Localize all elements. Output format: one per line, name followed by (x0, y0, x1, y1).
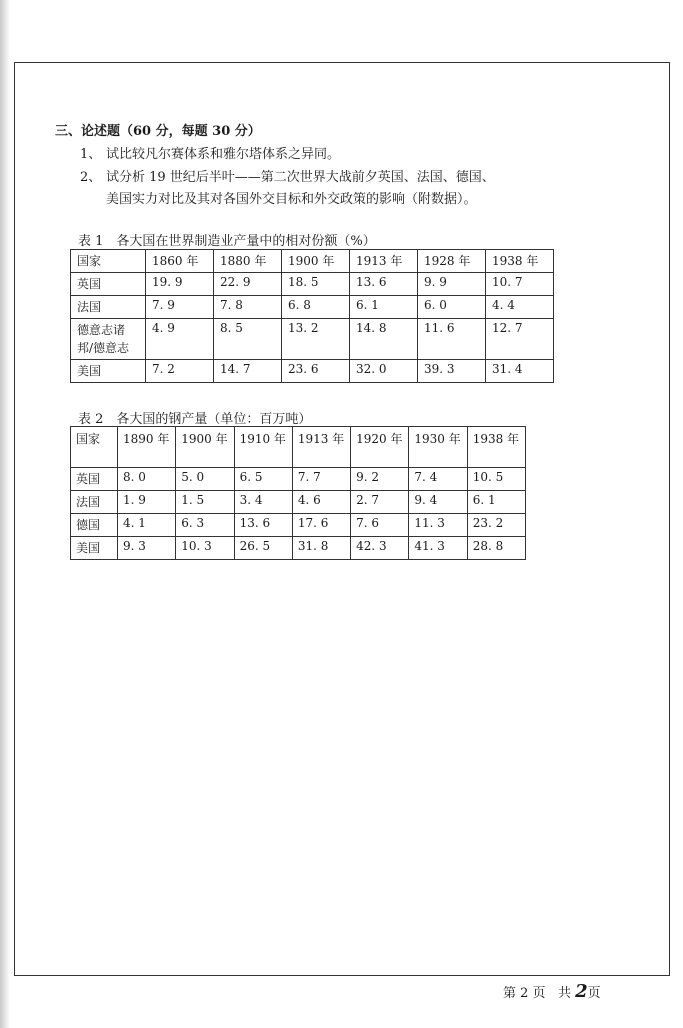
value-cell: 1. 9 (118, 491, 176, 514)
value-cell: 2. 7 (351, 491, 409, 514)
country-cell: 德意志诸邦/德意志 (71, 319, 146, 360)
value-cell: 18. 5 (282, 273, 350, 296)
country-cell: 法国 (71, 296, 146, 319)
value-cell: 7. 9 (146, 296, 214, 319)
header-cell: 1938 年 (486, 250, 554, 273)
value-cell: 13. 6 (350, 273, 418, 296)
header-cell: 1938 年 (467, 427, 525, 468)
value-cell: 7. 8 (214, 296, 282, 319)
value-cell: 4. 6 (292, 491, 350, 514)
country-cell: 德国 (71, 514, 118, 537)
total-suffix: 页 (587, 986, 601, 1001)
scan-edge-shadow (0, 0, 10, 1028)
value-cell: 8. 0 (118, 468, 176, 491)
value-cell: 41. 3 (409, 537, 467, 560)
table-row (71, 491, 526, 514)
header-cell: 1920 年 (351, 427, 409, 468)
header-cell: 国家 (71, 427, 118, 468)
value-cell: 14. 7 (214, 360, 282, 383)
page-footer (503, 981, 601, 1002)
header-cell: 1930 年 (409, 427, 467, 468)
header-cell: 1928 年 (418, 250, 486, 273)
question-2 (80, 166, 495, 185)
value-cell: 11. 3 (409, 514, 467, 537)
value-cell: 42. 3 (351, 537, 409, 560)
header-cell: 1880 年 (214, 250, 282, 273)
value-cell: 9. 3 (118, 537, 176, 560)
value-cell: 9. 9 (418, 273, 486, 296)
value-cell: 28. 8 (467, 537, 525, 560)
country-cell: 美国 (71, 537, 118, 560)
value-cell: 22. 9 (214, 273, 282, 296)
header-cell: 1913 年 (350, 250, 418, 273)
table-row (71, 319, 554, 360)
value-cell: 10. 5 (467, 468, 525, 491)
value-cell: 6. 1 (350, 296, 418, 319)
value-cell: 6. 8 (282, 296, 350, 319)
value-cell: 17. 6 (292, 514, 350, 537)
value-cell: 19. 9 (146, 273, 214, 296)
value-cell: 9. 2 (351, 468, 409, 491)
value-cell: 7. 6 (351, 514, 409, 537)
value-cell: 31. 8 (292, 537, 350, 560)
table-row (71, 537, 526, 560)
value-cell: 7. 2 (146, 360, 214, 383)
value-cell: 13. 6 (234, 514, 292, 537)
value-cell: 6. 1 (467, 491, 525, 514)
question-text: 试分析 19 世纪后半叶——第二次世界大战前夕英国、法国、德国、 (106, 170, 495, 185)
value-cell: 3. 4 (234, 491, 292, 514)
country-cell: 英国 (71, 273, 146, 296)
header-cell: 1900 年 (176, 427, 234, 468)
value-cell: 8. 5 (214, 319, 282, 360)
value-cell: 4. 4 (486, 296, 554, 319)
value-cell: 7. 4 (409, 468, 467, 491)
value-cell: 32. 0 (350, 360, 418, 383)
question-number: 1、 (80, 147, 102, 162)
question-text: 试比较凡尔赛体系和雅尔塔体系之异同。 (106, 147, 341, 162)
value-cell: 14. 8 (350, 319, 418, 360)
header-cell: 1890 年 (118, 427, 176, 468)
country-cell: 法国 (71, 491, 118, 514)
page-number: 第 2 页 (503, 986, 546, 1001)
section-title: 三、论述题（60 分，每题 30 分） (55, 124, 261, 139)
table-row (71, 296, 554, 319)
table-row (71, 468, 526, 491)
header-cell: 1900 年 (282, 250, 350, 273)
table2-caption: 表 2 各大国的钢产量（单位：百万吨） (78, 412, 312, 427)
country-cell: 美国 (71, 360, 146, 383)
value-cell: 6. 5 (234, 468, 292, 491)
value-cell: 23. 6 (282, 360, 350, 383)
country-cell: 英国 (71, 468, 118, 491)
question-number: 2、 (80, 170, 102, 185)
total-pages: 2 (575, 981, 588, 1002)
header-cell: 1860 年 (146, 250, 214, 273)
header-cell: 国家 (71, 250, 146, 273)
question-2-continuation: 美国实力对比及其对各国外交目标和外交政策的影响（附数据）。 (106, 192, 477, 207)
value-cell: 23. 2 (467, 514, 525, 537)
manufacturing-share-table (70, 249, 554, 383)
value-cell: 13. 2 (282, 319, 350, 360)
table-header-row (71, 250, 554, 273)
table-row (71, 273, 554, 296)
value-cell: 11. 6 (418, 319, 486, 360)
value-cell: 39. 3 (418, 360, 486, 383)
table1-caption: 表 1 各大国在世界制造业产量中的相对份额（%） (78, 234, 376, 249)
value-cell: 6. 0 (418, 296, 486, 319)
value-cell: 12. 7 (486, 319, 554, 360)
table-row (71, 360, 554, 383)
steel-output-table (70, 426, 526, 560)
value-cell: 10. 3 (176, 537, 234, 560)
value-cell: 4. 1 (118, 514, 176, 537)
header-cell: 1910 年 (234, 427, 292, 468)
table-header-row (71, 427, 526, 468)
value-cell: 4. 9 (146, 319, 214, 360)
value-cell: 5. 0 (176, 468, 234, 491)
value-cell: 10. 7 (486, 273, 554, 296)
header-cell: 1913 年 (292, 427, 350, 468)
value-cell: 6. 3 (176, 514, 234, 537)
value-cell: 9. 4 (409, 491, 467, 514)
table-row (71, 514, 526, 537)
value-cell: 26. 5 (234, 537, 292, 560)
value-cell: 1. 5 (176, 491, 234, 514)
value-cell: 7. 7 (292, 468, 350, 491)
value-cell: 31. 4 (486, 360, 554, 383)
question-1 (80, 143, 340, 162)
total-prefix: 共 (557, 986, 571, 1001)
